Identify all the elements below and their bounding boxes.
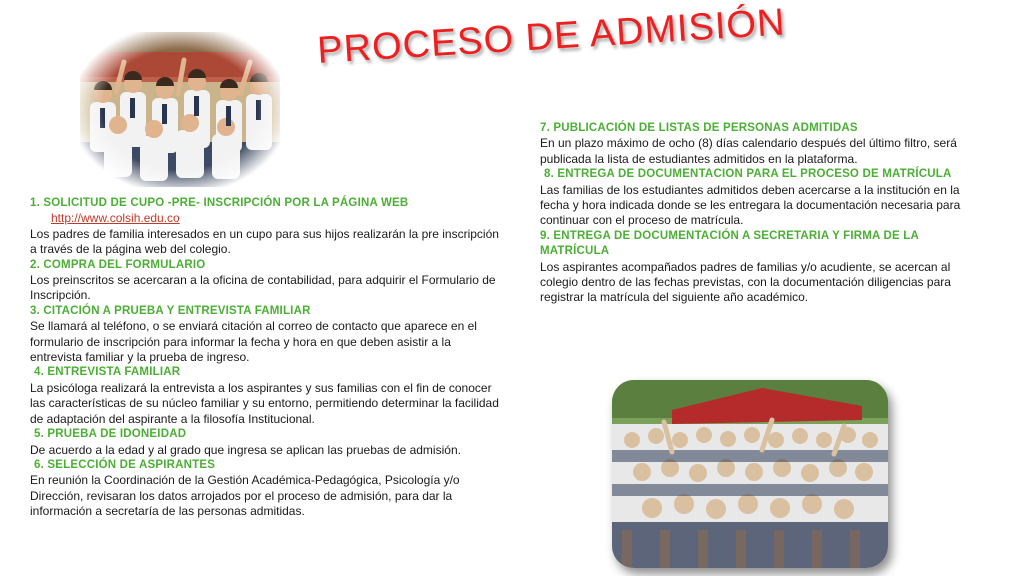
- students-photo-bottom: [612, 380, 888, 568]
- step-heading: 9. ENTREGA DE DOCUMENTACIÓN A SECRETARIA Y FIRMA DE LA MATRÍCULA: [540, 229, 919, 258]
- step-heading: 8. ENTREGA DE DOCUMENTACION PARA EL PROCESO DE MATRÍCULA: [544, 168, 952, 181]
- step-heading: 5. PRUEBA DE IDONEIDAD: [34, 428, 187, 441]
- step-text: Las familias de los estudiantes admitidos deben acercarse a la institución en la fecha y hora indicada donde se les entregara la documentación necesaria para continuar con el proceso de matrícula.: [540, 182, 961, 228]
- step-text: Los preinscritos se acercaran a la oficina de contabilidad, para adquirir el Formulario de Inscripción.: [30, 273, 496, 303]
- step-text: La psicóloga realizará la entrevista a los aspirantes y sus familias con el fin de conocer las características de su núcleo familiar y su entorno, permitiendo determinar la facilidad de adaptación del aspirante a la filosofía Institucional.: [30, 380, 499, 426]
- step-text: En un plazo máximo de ocho (8) días calendario después del último filtro, será publicada la lista de estudiantes admitidos en la plataforma.: [540, 136, 957, 166]
- step-heading: 3. CITACIÓN A PRUEBA Y ENTREVISTA FAMILIAR: [30, 304, 311, 317]
- website-link[interactable]: http://www.colsih.edu.co: [51, 211, 180, 226]
- step-heading: 7. PUBLICACIÓN DE LISTAS DE PERSONAS ADMITIDAS: [540, 122, 858, 134]
- step-heading: 2. COMPRA DEL FORMULARIO: [30, 258, 206, 271]
- right-column: [540, 121, 972, 306]
- step-heading: 6. SELECCIÓN DE ASPIRANTES: [34, 458, 216, 471]
- students-photo-bottom-illustration: [612, 380, 888, 568]
- step-heading: 4. ENTREVISTA FAMILIAR: [34, 366, 181, 379]
- step-text: Los padres de familia interesados en un cupo para sus hijos realizarán la pre inscripción a través de la página web del colegio.: [30, 226, 499, 257]
- page-title: PROCESO DE ADMISIÓN: [316, 1, 787, 72]
- left-column: [30, 196, 500, 520]
- students-photo-top-illustration: [80, 32, 280, 187]
- step-heading: 1. SOLICITUD DE CUPO -PRE- INSCRIPCIÓN POR LA PÁGINA WEB: [30, 197, 409, 209]
- students-photo-top: [80, 32, 280, 187]
- step-text: Se llamará al teléfono, o se enviará citación al correo de contacto que aparece en el formulario de inscripción para informar la fecha y hora en que deben asistir a la entrevista familiar y la prueba de ingreso.: [30, 319, 477, 365]
- step-text: Los aspirantes acompañados padres de familias y/o acudiente, se acercan al colegio dentro de las fechas previstas, con la documentación diligencias para registrar la matrícula del siguiente año académico.: [540, 259, 951, 305]
- step-text: De acuerdo a la edad y al grado que ingresa se aplican las pruebas de admisión.: [30, 442, 461, 457]
- step-text: En reunión la Coordinación de la Gestión Académica-Pedagógica, Psicología y/o Dirección, revisaran los datos arrojados por el proceso de admisión, para dar la información a secretaría de las personas admitidas.: [30, 473, 460, 519]
